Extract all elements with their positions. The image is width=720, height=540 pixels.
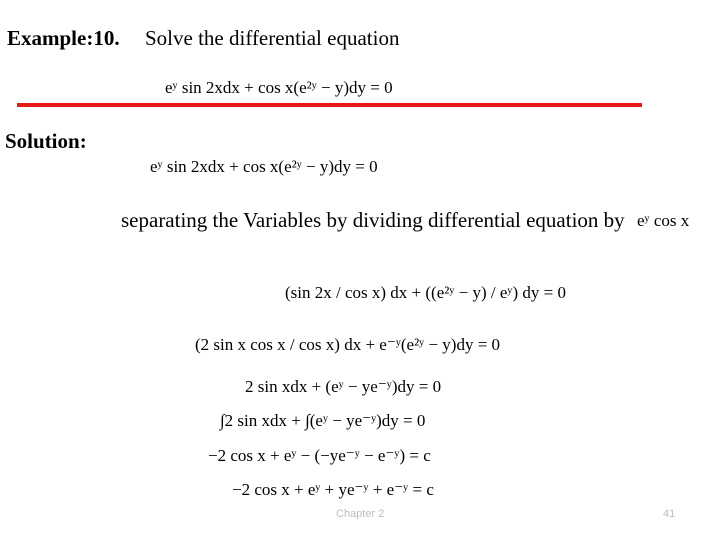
problem-equation: eʸ sin 2xdx + cos x(e²ʸ − y)dy = 0: [165, 78, 393, 97]
solution-equation: eʸ sin 2xdx + cos x(e²ʸ − y)dy = 0: [150, 157, 378, 176]
example-label: Example:10.: [7, 26, 120, 50]
separating-text: separating the Variables by dividing differential equation by: [121, 208, 625, 232]
step-4: ∫2 sin xdx + ∫(eʸ − ye⁻ʸ)dy = 0: [220, 411, 426, 430]
footer-chapter: Chapter 2: [336, 508, 385, 520]
solution-label: Solution:: [5, 129, 87, 153]
step-5: −2 cos x + eʸ − (−ye⁻ʸ − e⁻ʸ) = c: [208, 446, 431, 465]
step-1: (sin 2x / cos x) dx + ((e²ʸ − y) / eʸ) dy = 0: [285, 283, 566, 302]
step-3: 2 sin xdx + (eʸ − ye⁻ʸ)dy = 0: [245, 377, 442, 396]
divisor-expression: eʸ cos x: [637, 211, 690, 230]
red-divider-line: [17, 103, 642, 107]
step-2: (2 sin x cos x / cos x) dx + e⁻ʸ(e²ʸ − y)dy = 0: [195, 335, 501, 354]
footer-page-number: 41: [663, 508, 676, 520]
example-prompt: Solve the differential equation: [145, 26, 400, 50]
step-6: −2 cos x + eʸ + ye⁻ʸ + e⁻ʸ = c: [232, 480, 434, 499]
